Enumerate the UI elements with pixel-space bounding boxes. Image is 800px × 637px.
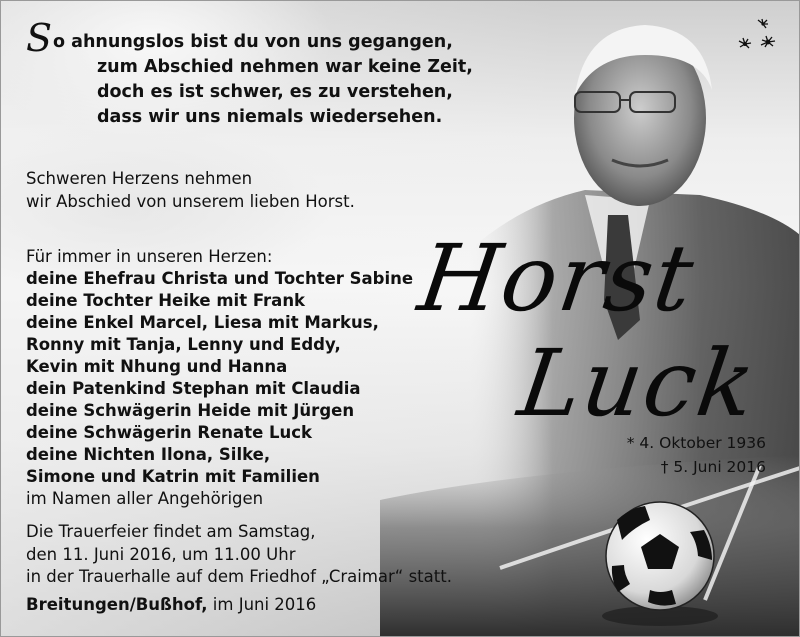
poem bbox=[26, 16, 473, 130]
family-member: deine Enkel Marcel, Liesa mit Markus, bbox=[26, 313, 379, 332]
family-member: deine Nichten Ilona, Silke, bbox=[26, 445, 271, 464]
funeral-line-3: in der Trauerhalle auf dem Friedhof „Craimar“ statt. bbox=[26, 567, 452, 586]
family-member: Simone und Katrin mit Familien bbox=[26, 467, 320, 486]
family-member: Kevin mit Nhung und Hanna bbox=[26, 357, 288, 376]
place-date: im Juni 2016 bbox=[212, 595, 317, 614]
birth-date: * 4. Oktober 1936 bbox=[626, 434, 766, 452]
family-member: deine Schwägerin Renate Luck bbox=[26, 423, 313, 442]
poem-line-3: doch es ist schwer, es zu verstehen, bbox=[97, 82, 453, 102]
place-and-date bbox=[26, 595, 316, 614]
poem-line-1 bbox=[26, 16, 473, 60]
family-heading: Für immer in unseren Herzen: bbox=[26, 247, 273, 266]
life-dates bbox=[627, 431, 766, 479]
family-member: deine Ehefrau Christa und Tochter Sabine bbox=[26, 269, 414, 288]
family-closing: im Namen aller Angehörigen bbox=[26, 489, 264, 508]
family-member: deine Tochter Heike mit Frank bbox=[26, 291, 306, 310]
deceased-first-name: Horst bbox=[412, 225, 702, 332]
family-list bbox=[26, 246, 413, 510]
poem-line-1-text: o ahnungslos bist du von uns gegangen, bbox=[53, 32, 453, 52]
family-member: Ronny mit Tanja, Lenny und Eddy, bbox=[26, 335, 341, 354]
family-member: dein Patenkind Stephan mit Claudia bbox=[26, 379, 361, 398]
death-date: † 5. Juni 2016 bbox=[660, 458, 766, 476]
funeral-line-2: den 11. Juni 2016, um 11.00 Uhr bbox=[26, 544, 296, 564]
deceased-last-name: Luck bbox=[512, 330, 764, 437]
poem-initial: S bbox=[26, 16, 53, 60]
funeral-details bbox=[26, 521, 452, 589]
intro-text bbox=[26, 167, 355, 213]
intro-line-2: wir Abschied von unserem lieben Horst. bbox=[26, 192, 355, 211]
poem-line-4: dass wir uns niemals wiedersehen. bbox=[97, 107, 443, 127]
funeral-line-1: Die Trauerfeier findet am Samstag, bbox=[26, 522, 316, 541]
intro-line-1: Schweren Herzens nehmen bbox=[26, 169, 253, 188]
place-location: Breitungen/Bußhof, bbox=[26, 595, 208, 614]
dandelion-seeds-icon bbox=[735, 18, 780, 54]
family-member: deine Schwägerin Heide mit Jürgen bbox=[26, 401, 355, 420]
poem-line-2: zum Abschied nehmen war keine Zeit, bbox=[97, 57, 473, 77]
